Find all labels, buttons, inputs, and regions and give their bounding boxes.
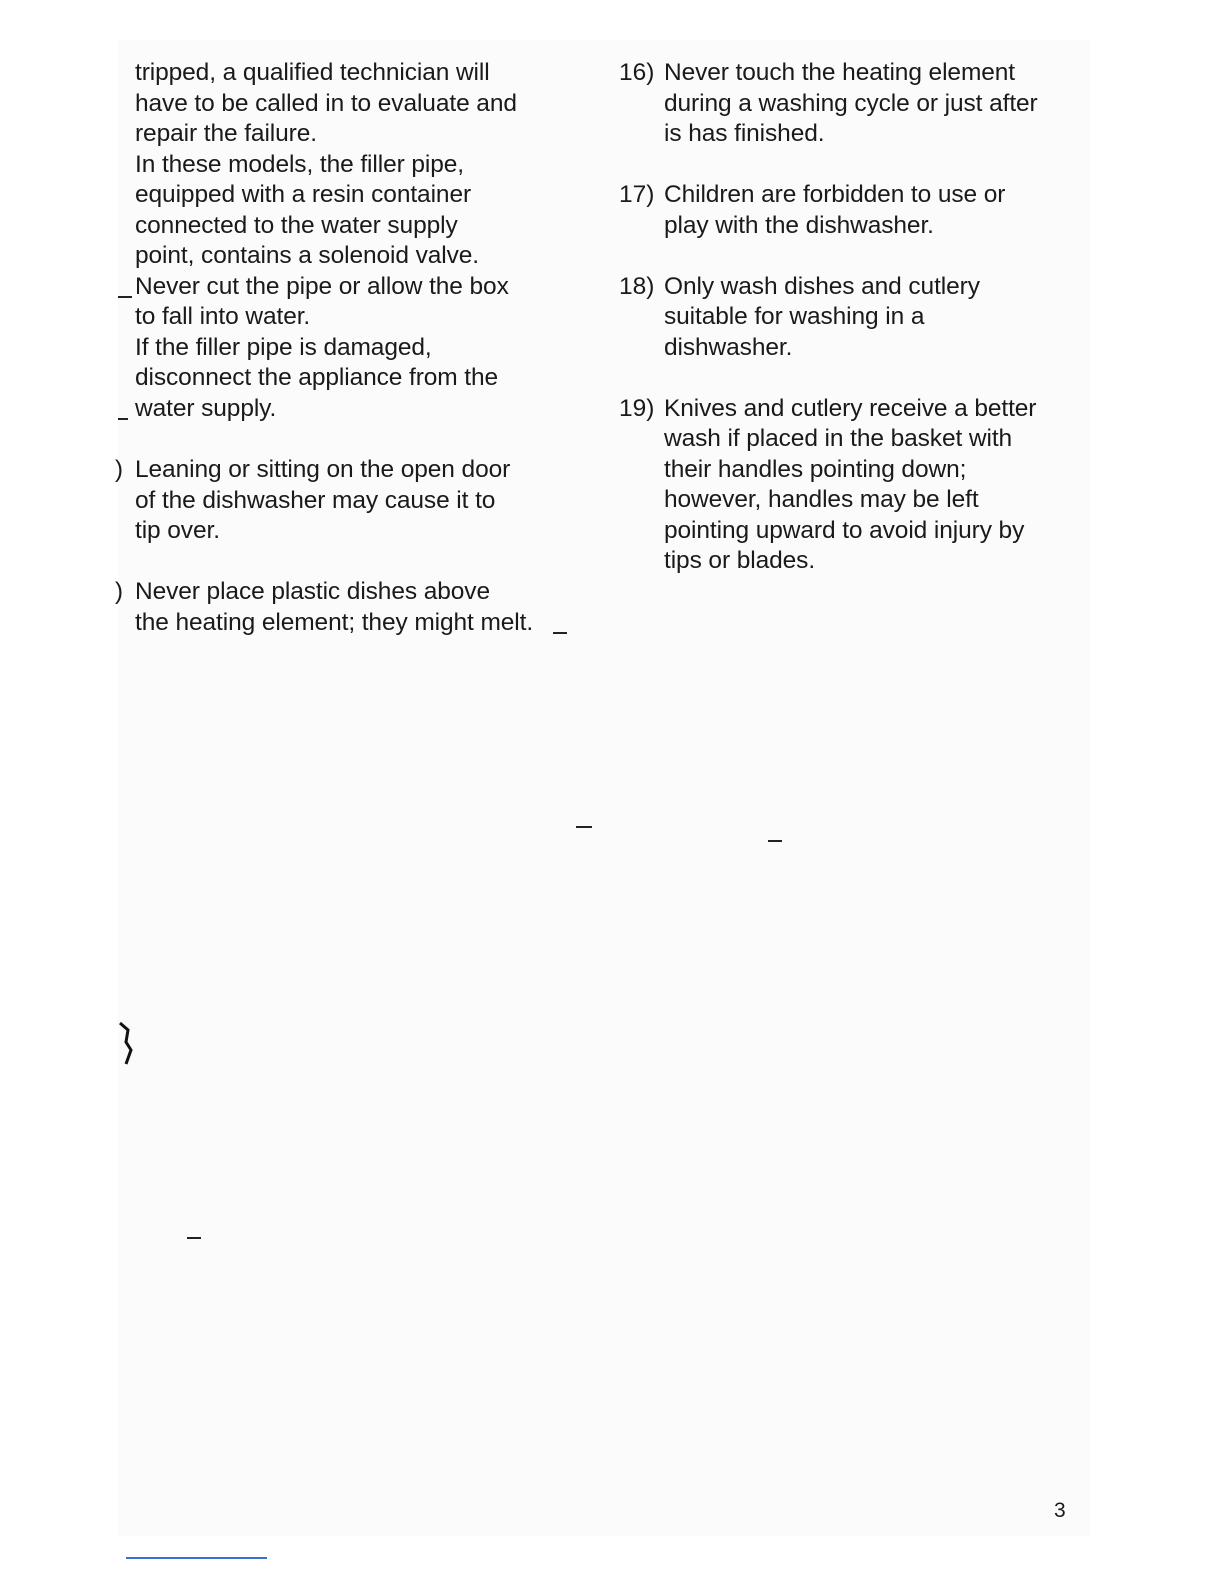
text-line: tripped, a qualified technician will — [135, 59, 490, 86]
scan-mark — [768, 840, 782, 842]
text-line: suitable for washing in a — [664, 303, 925, 330]
text-line: during a washing cycle or just after — [664, 89, 1038, 117]
text-line: Leaning or sitting on the open door — [135, 456, 511, 483]
text-line: Never place plastic dishes above — [135, 578, 490, 605]
text-line: their handles pointing down; — [664, 455, 967, 483]
scan-mark — [187, 1237, 201, 1239]
item-number: 16) — [619, 59, 655, 86]
text-line: have to be called in to evaluate and — [135, 89, 517, 117]
scan-mark — [118, 296, 132, 298]
scan-mark — [576, 826, 592, 828]
item-number: 18) — [619, 272, 655, 300]
text-line: is has finished. — [664, 120, 825, 147]
scan-mark — [553, 632, 567, 634]
scan-mark — [118, 418, 128, 420]
text-line: point, contains a solenoid valve. — [135, 242, 480, 269]
item-number: ) — [115, 578, 123, 605]
binding-hole-mark — [114, 1020, 144, 1072]
text-line: equipped with a resin container — [135, 181, 472, 208]
text-line: to fall into water. — [135, 303, 311, 330]
text-line: Only wash dishes and cutlery — [664, 272, 980, 300]
item-number: ) — [115, 456, 123, 483]
text-line: tips or blades. — [664, 547, 816, 574]
text-line: Never touch the heating element — [664, 59, 1016, 86]
text-line: wash if placed in the basket with — [664, 425, 1013, 452]
text-line: repair the failure. — [135, 120, 317, 147]
text-line: Knives and cutlery receive a better — [664, 394, 1037, 422]
text-line: play with the dishwasher. — [664, 211, 934, 239]
text-line: the heating element; they might melt. — [135, 608, 534, 636]
text-line: tip over. — [135, 517, 220, 544]
text-line: If the filler pipe is damaged, — [135, 333, 432, 361]
text-line: Children are forbidden to use or — [664, 181, 1006, 208]
footer-rule — [126, 1557, 267, 1559]
page-number: 3 — [1054, 1499, 1066, 1522]
item-number: 19) — [619, 394, 655, 422]
text-line: dishwasher. — [664, 333, 793, 361]
text-line: disconnect the appliance from the — [135, 364, 499, 391]
text-line: In these models, the filler pipe, — [135, 150, 464, 178]
text-line: however, handles may be left — [664, 486, 979, 513]
text-line: of the dishwasher may cause it to — [135, 486, 496, 514]
text-line: connected to the water supply — [135, 211, 458, 239]
text-line: Never cut the pipe or allow the box — [135, 272, 509, 300]
text-line: pointing upward to avoid injury by — [664, 516, 1025, 544]
item-number: 17) — [619, 181, 655, 208]
text-line: water supply. — [135, 394, 277, 422]
